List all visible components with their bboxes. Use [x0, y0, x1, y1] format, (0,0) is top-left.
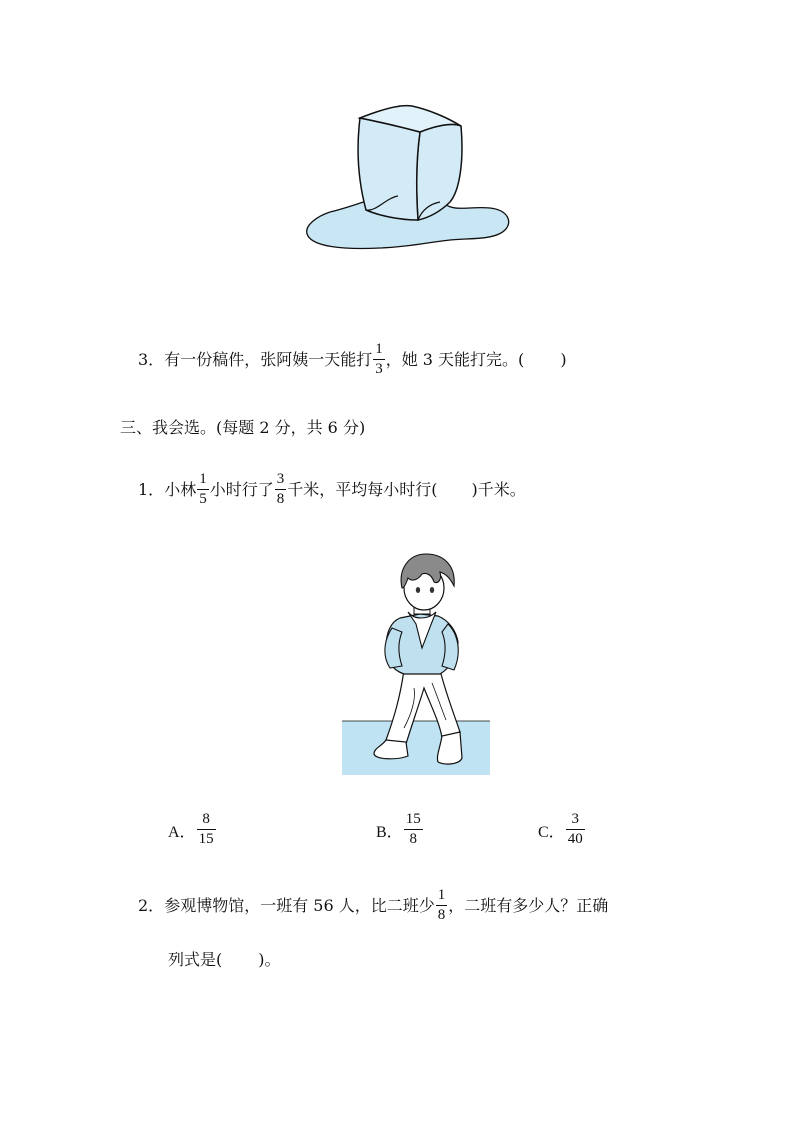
boy-walking-illustration	[342, 548, 492, 776]
choice-question-2: 2．参观博物馆，一班有 56 人，比二班少 $\frac{1}{8}$ ，二班有多少人？正确	[138, 887, 609, 923]
option-b[interactable]: B． $\frac{15}{8}$	[376, 811, 421, 847]
ice-cube-front-face	[358, 118, 420, 220]
question-text: 有一份稿件，张阿姨一天能打	[164, 350, 373, 369]
melting-ice-cube-illustration	[300, 100, 520, 255]
question-number: 2．	[138, 896, 165, 915]
ground-strip	[342, 721, 490, 775]
option-c[interactable]: C． $\frac{3}{40}$	[538, 811, 583, 847]
fraction-one-eighth: $\frac{1}{8}$	[437, 887, 446, 923]
judgement-question-3: 3．有一份稿件，张阿姨一天能打 $\frac{1}{3}$ ，她 3 天能打完。( )	[138, 341, 567, 377]
fraction-three-eighths: $\frac{3}{8}$	[276, 471, 285, 507]
fraction-one-fifth: $\frac{1}{5}$	[199, 471, 207, 507]
question-text-after: ，她 3 天能打完。(	[385, 350, 525, 369]
option-b-fraction: $\frac{15}{8}$	[405, 811, 421, 847]
option-a[interactable]: A． $\frac{8}{15}$	[168, 811, 214, 847]
option-a-fraction: $\frac{8}{15}$	[198, 811, 214, 847]
ice-cube-right-face	[417, 124, 462, 220]
option-c-fraction: $\frac{3}{40}$	[567, 811, 583, 847]
choice-question-1: 1．小林 $\frac{1}{5}$ 小时行了 $\frac{3}{8}$ 千米，平均每小时行( )千米。	[138, 471, 526, 507]
question-number: 1．	[138, 480, 165, 499]
choice-question-2-line2: 列式是( )。	[168, 950, 281, 969]
section-heading: 三、我会选。(每题 2 分，共 6 分)	[120, 418, 366, 437]
fraction-one-third: $\frac{1}{3}$	[375, 341, 383, 377]
question-number: 3．	[138, 350, 165, 369]
